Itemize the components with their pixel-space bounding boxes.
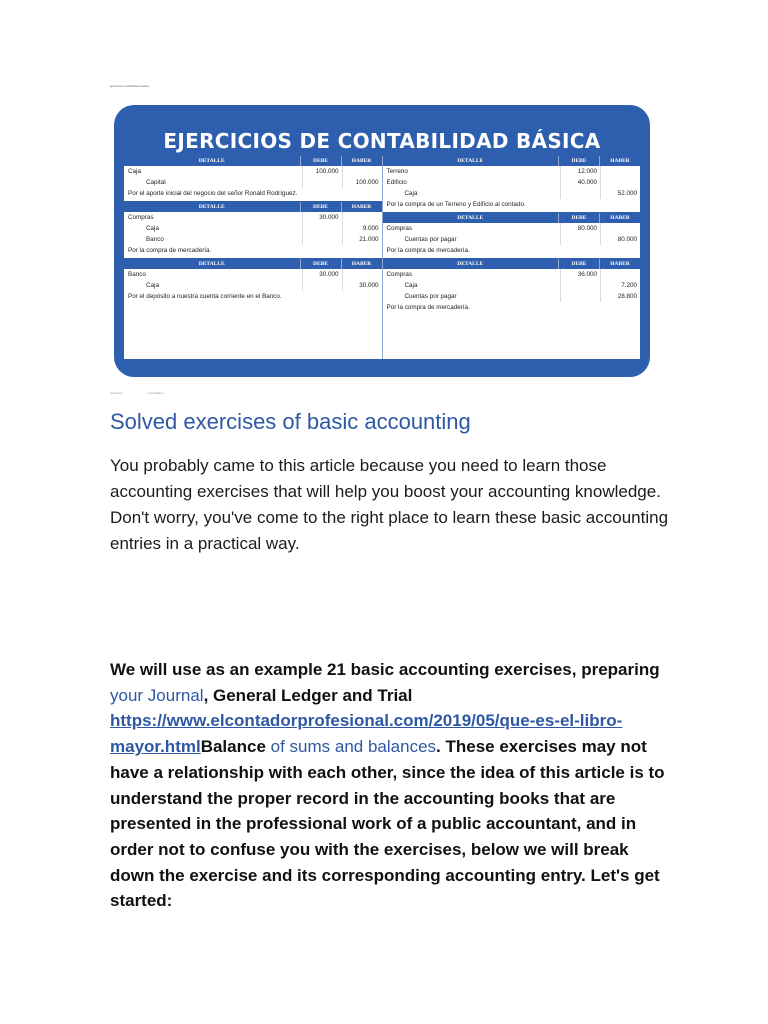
cell-detalle: Caja	[404, 190, 418, 197]
header-debe: DEBE	[300, 156, 341, 166]
cell-detalle: Caja	[404, 282, 418, 289]
ledger-header	[383, 156, 641, 166]
cell-haber	[600, 177, 640, 188]
ledger-entry	[124, 202, 382, 259]
ledger-row	[383, 223, 641, 234]
header-detalle: DETALLE	[198, 261, 225, 267]
cell-detalle: Banco	[128, 271, 146, 278]
ledger-entry	[383, 156, 641, 213]
cell-debe: 12.000	[560, 166, 600, 177]
cell-haber: 28.800	[600, 291, 640, 302]
footer-caption-left: ejercicios	[110, 391, 123, 395]
header-debe: DEBE	[300, 202, 341, 212]
cell-detalle: Terreno	[386, 168, 408, 175]
cell-debe	[560, 280, 600, 291]
cell-debe	[560, 234, 600, 245]
header-debe: DEBE	[558, 213, 599, 223]
header-detalle: DETALLE	[457, 215, 484, 221]
cell-detalle: Edificio	[386, 179, 407, 186]
ledger-row	[124, 280, 382, 291]
header-debe: DEBE	[558, 259, 599, 269]
header-haber: HABER	[341, 202, 382, 212]
cell-haber	[600, 166, 640, 177]
ledger-entry	[383, 213, 641, 259]
entry-note: Por la compra de mercadería.	[128, 247, 212, 254]
header-debe: DEBE	[558, 156, 599, 166]
ledger-row	[383, 188, 641, 199]
header-haber: HABER	[599, 156, 640, 166]
cell-debe: 100.000	[302, 166, 342, 177]
entry-note: Por el aporte inicial del negocio del señor Ronald Rodríguez.	[128, 190, 298, 197]
header-haber: HABER	[599, 259, 640, 269]
body-text-2: , General Ledger and Trial	[203, 685, 413, 705]
header-haber: HABER	[341, 259, 382, 269]
accounting-exercises-banner	[114, 105, 650, 377]
cell-haber: 52.000	[600, 188, 640, 199]
ledger-column-right	[382, 156, 641, 359]
ledger-row	[124, 269, 382, 280]
image-caption: ejercicios contabilidad basica	[110, 84, 149, 88]
body-paragraph	[110, 657, 670, 914]
cell-detalle: Compras	[128, 214, 154, 221]
cell-debe: 36.000	[560, 269, 600, 280]
ledger-row	[383, 280, 641, 291]
cell-debe	[302, 177, 342, 188]
cell-debe	[560, 291, 600, 302]
ledger-header	[124, 156, 382, 166]
ledger-entry	[124, 156, 382, 202]
body-text-3: Balance	[200, 737, 271, 757]
cell-haber: 7.200	[600, 280, 640, 291]
entry-note: Por la compra de mercadería.	[386, 247, 470, 254]
journal-link[interactable]: your Journal	[110, 685, 204, 705]
footer-caption-right: contabilidad	[147, 391, 164, 395]
ledger-header	[124, 202, 382, 212]
ledger-row	[383, 166, 641, 177]
cell-debe: 30.000	[302, 269, 342, 280]
entry-note: Por el depósito a nuestra cuenta corriente en el Banco.	[128, 293, 282, 300]
sums-balances-link[interactable]: of sums and balances	[270, 737, 437, 757]
image-footer-caption	[110, 391, 187, 395]
cell-haber: 21.000	[342, 234, 382, 245]
body-text-1: We will use as an example 21 basic accounting exercises, preparing	[110, 660, 660, 679]
header-debe: DEBE	[300, 259, 341, 269]
header-detalle: DETALLE	[198, 158, 225, 164]
cell-haber	[600, 269, 640, 280]
cell-haber	[342, 212, 382, 223]
cell-debe	[560, 188, 600, 199]
ledger-row	[383, 269, 641, 280]
cell-haber: 80.000	[600, 234, 640, 245]
cell-haber: 30.000	[342, 280, 382, 291]
header-detalle: DETALLE	[457, 261, 484, 267]
cell-haber	[342, 269, 382, 280]
ledger-header	[124, 259, 382, 269]
cell-debe	[302, 223, 342, 234]
ledger-header	[383, 259, 641, 269]
cell-detalle: Cuentas por pagar	[404, 293, 457, 300]
cell-debe: 30.000	[302, 212, 342, 223]
cell-detalle: Compras	[386, 225, 413, 232]
cell-haber	[600, 223, 640, 234]
cell-detalle: Caja	[146, 282, 159, 289]
ledger-row	[383, 177, 641, 188]
cell-haber	[342, 166, 382, 177]
body-text-4: . These exercises may not have a relationship with each other, since the idea of this article is to understand the proper record in the accounting books that are presented in the professional work of a public accountant, and in order not to confuse you with the exercises, below we will break down the exercise and its corresponding accounting entry. Let's get started:	[110, 737, 665, 911]
ledger-row	[124, 212, 382, 223]
entry-note: Por la compra de mercadería.	[386, 304, 470, 311]
banner-title: EJERCICIOS DE CONTABILIDAD BÁSICA	[163, 129, 601, 153]
article-heading: Solved exercises of basic accounting	[110, 409, 471, 434]
cell-debe: 80.000	[560, 223, 600, 234]
ledger-entry	[383, 259, 641, 315]
header-haber: HABER	[341, 156, 382, 166]
ledger-column-left	[124, 156, 382, 359]
cell-detalle: Cuentas por pagar	[404, 236, 457, 243]
header-haber: HABER	[599, 213, 640, 223]
cell-debe	[302, 280, 342, 291]
ledger-header	[383, 213, 641, 223]
cell-debe: 40.000	[560, 177, 600, 188]
cell-debe	[302, 234, 342, 245]
ledger-row	[383, 291, 641, 302]
ledger-entry	[124, 259, 382, 304]
ledger-url-link[interactable]: https://www.elcontadorprofesional.com/2019/05/que-es-el-libro-mayor.html	[110, 711, 623, 757]
cell-haber: 100.000	[342, 177, 382, 188]
ledger-row	[124, 223, 382, 234]
ledger-tables	[124, 156, 640, 359]
cell-detalle: Compras	[386, 271, 413, 278]
ledger-row	[124, 166, 382, 177]
header-detalle: DETALLE	[457, 158, 484, 164]
cell-detalle: Caja	[146, 225, 159, 232]
intro-paragraph: You probably came to this article because you need to learn those accounting exercises that will help you boost your accounting knowledge. Don't worry, you've come to the right place to learn these basic accounting entries in a practical way.	[110, 456, 669, 553]
cell-haber: 9.000	[342, 223, 382, 234]
entry-note: Por la compra de un Terreno y Edificio al contado.	[386, 201, 526, 208]
ledger-row	[383, 234, 641, 245]
ledger-row	[124, 234, 382, 245]
cell-detalle: Capital	[146, 179, 166, 186]
ledger-row	[124, 177, 382, 188]
header-detalle: DETALLE	[198, 204, 225, 210]
cell-detalle: Caja	[128, 168, 141, 175]
cell-detalle: Banco	[146, 236, 164, 243]
